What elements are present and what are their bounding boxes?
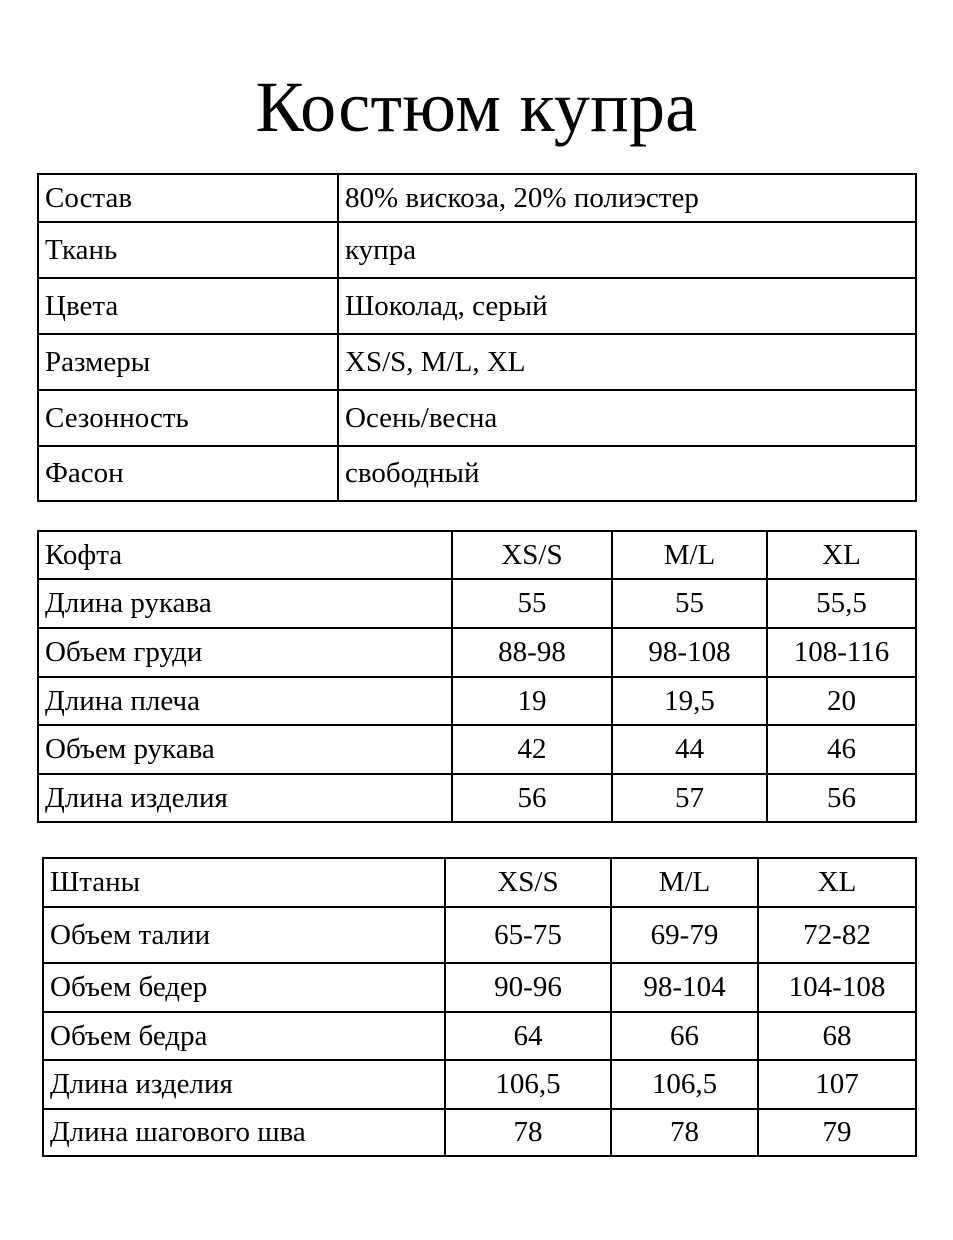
measure-value: 98-104 bbox=[611, 963, 758, 1012]
info-value: Осень/весна bbox=[338, 390, 916, 446]
measure-value: 64 bbox=[445, 1012, 611, 1060]
measure-value: 69-79 bbox=[611, 907, 758, 963]
measure-value: 19,5 bbox=[612, 677, 767, 725]
measure-value: 55 bbox=[612, 579, 767, 628]
pants-size-table bbox=[42, 857, 917, 1157]
measure-value: 44 bbox=[612, 725, 767, 774]
measure-value: 66 bbox=[611, 1012, 758, 1060]
table-row bbox=[43, 1012, 916, 1060]
table-row bbox=[38, 334, 916, 390]
measure-value: 104-108 bbox=[758, 963, 916, 1012]
info-label: Фасон bbox=[38, 446, 338, 501]
table-header: Штаны bbox=[43, 858, 445, 907]
table-header: Кофта bbox=[38, 531, 452, 579]
size-header: XS/S bbox=[445, 858, 611, 907]
measure-value: 90-96 bbox=[445, 963, 611, 1012]
table-row bbox=[38, 677, 916, 725]
measure-label: Длина шагового шва bbox=[43, 1109, 445, 1156]
measure-label: Объем бедер bbox=[43, 963, 445, 1012]
info-label: Сезонность bbox=[38, 390, 338, 446]
info-label: Ткань bbox=[38, 222, 338, 278]
measure-value: 57 bbox=[612, 774, 767, 822]
info-value: купра bbox=[338, 222, 916, 278]
table-row bbox=[38, 774, 916, 822]
measure-value: 55 bbox=[452, 579, 612, 628]
measure-label: Длина рукава bbox=[38, 579, 452, 628]
measure-value: 19 bbox=[452, 677, 612, 725]
measure-value: 106,5 bbox=[445, 1060, 611, 1109]
table-row bbox=[43, 963, 916, 1012]
info-label: Состав bbox=[38, 174, 338, 222]
table-row bbox=[38, 628, 916, 677]
measure-value: 46 bbox=[767, 725, 916, 774]
measure-value: 88-98 bbox=[452, 628, 612, 677]
measure-value: 68 bbox=[758, 1012, 916, 1060]
measure-label: Объем бедра bbox=[43, 1012, 445, 1060]
jacket-size-table bbox=[37, 530, 917, 823]
measure-value: 56 bbox=[767, 774, 916, 822]
measure-value: 98-108 bbox=[612, 628, 767, 677]
info-value: 80% вискоза, 20% полиэстер bbox=[338, 174, 916, 222]
table-row bbox=[38, 725, 916, 774]
info-value: Шоколад, серый bbox=[338, 278, 916, 334]
measure-value: 78 bbox=[445, 1109, 611, 1156]
measure-value: 42 bbox=[452, 725, 612, 774]
table-row bbox=[38, 446, 916, 501]
measure-label: Длина изделия bbox=[43, 1060, 445, 1109]
table-row bbox=[38, 390, 916, 446]
table-row bbox=[38, 174, 916, 222]
table-row bbox=[43, 1109, 916, 1156]
table-row bbox=[38, 278, 916, 334]
measure-label: Объем рукава bbox=[38, 725, 452, 774]
info-value: свободный bbox=[338, 446, 916, 501]
info-table bbox=[37, 173, 917, 502]
info-label: Цвета bbox=[38, 278, 338, 334]
measure-value: 106,5 bbox=[611, 1060, 758, 1109]
size-header: XS/S bbox=[452, 531, 612, 579]
size-header: XL bbox=[767, 531, 916, 579]
table-row bbox=[38, 579, 916, 628]
measure-label: Объем груди bbox=[38, 628, 452, 677]
info-value: XS/S, M/L, XL bbox=[338, 334, 916, 390]
info-label: Размеры bbox=[38, 334, 338, 390]
measure-label: Длина изделия bbox=[38, 774, 452, 822]
table-row bbox=[38, 222, 916, 278]
table-row bbox=[43, 907, 916, 963]
table-header-row bbox=[43, 858, 916, 907]
table-header-row bbox=[38, 531, 916, 579]
measure-value: 78 bbox=[611, 1109, 758, 1156]
page-title: Костюм купра bbox=[255, 67, 698, 147]
size-header: XL bbox=[758, 858, 916, 907]
measure-value: 56 bbox=[452, 774, 612, 822]
measure-label: Объем талии bbox=[43, 907, 445, 963]
measure-label: Длина плеча bbox=[38, 677, 452, 725]
measure-value: 107 bbox=[758, 1060, 916, 1109]
table-row bbox=[43, 1060, 916, 1109]
measure-value: 55,5 bbox=[767, 579, 916, 628]
measure-value: 72-82 bbox=[758, 907, 916, 963]
measure-value: 108-116 bbox=[767, 628, 916, 677]
measure-value: 65-75 bbox=[445, 907, 611, 963]
size-header: M/L bbox=[612, 531, 767, 579]
measure-value: 79 bbox=[758, 1109, 916, 1156]
size-header: M/L bbox=[611, 858, 758, 907]
measure-value: 20 bbox=[767, 677, 916, 725]
